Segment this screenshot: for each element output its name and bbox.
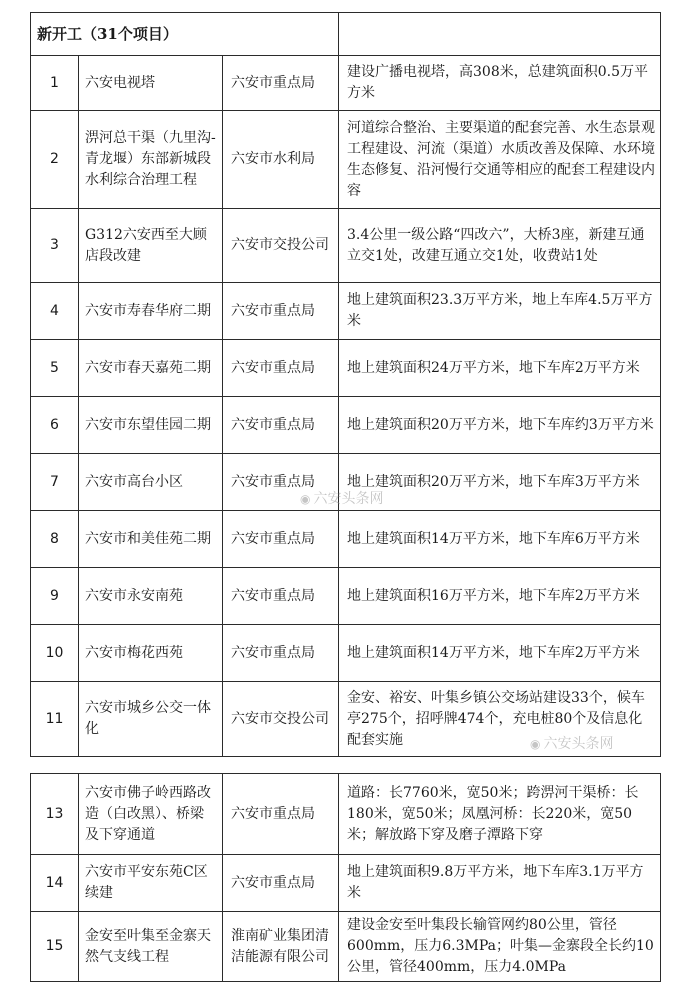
responsible-unit: 六安市重点局	[223, 283, 339, 340]
project-description: 地上建筑面积9.8万平方米，地下车库3.1万平方米	[339, 855, 661, 912]
project-description: 地上建筑面积20万平方米，地下车库约3万平方米	[339, 397, 661, 454]
project-name: 六安市东望佳园二期	[79, 397, 223, 454]
project-description: 3.4公里一级公路“四改六”，大桥3座，新建互通立交1处，改建互通立交1处，收费站1处	[339, 209, 661, 283]
responsible-unit: 六安市重点局	[223, 454, 339, 511]
table-row	[31, 340, 661, 397]
table-row	[31, 774, 661, 855]
responsible-unit: 六安市重点局	[223, 56, 339, 111]
project-name: 六安市城乡公交一体化	[79, 682, 223, 757]
table-row	[31, 283, 661, 340]
row-number: 2	[31, 111, 79, 209]
project-description: 金安、裕安、叶集乡镇公交场站建设33个，候车亭275个，招呼牌474个，充电桩80个及信息化配套实施	[339, 682, 661, 757]
project-name: 六安电视塔	[79, 56, 223, 111]
responsible-unit: 六安市重点局	[223, 625, 339, 682]
section-header-empty-cell	[339, 13, 661, 56]
project-description: 道路：长7760米，宽50米；跨淠河干渠桥：长180米，宽50米；凤凰河桥：长220米，宽50米；解放路下穿及磨子潭路下穿	[339, 774, 661, 855]
project-table-part-1	[30, 12, 661, 757]
project-description: 地上建筑面积20万平方米，地下车库3万平方米	[339, 454, 661, 511]
responsible-unit: 六安市重点局	[223, 855, 339, 912]
row-number: 7	[31, 454, 79, 511]
row-number: 5	[31, 340, 79, 397]
row-number: 1	[31, 56, 79, 111]
project-name: G312六安西至大顾店段改建	[79, 209, 223, 283]
row-number: 15	[31, 912, 79, 982]
row-number: 9	[31, 568, 79, 625]
table-row	[31, 111, 661, 209]
weibo-icon: ◉	[300, 492, 311, 506]
project-name: 六安市寿春华府二期	[79, 283, 223, 340]
watermark: ◉ 六安头条网	[530, 736, 614, 752]
project-name: 六安市春天嘉苑二期	[79, 340, 223, 397]
project-description: 地上建筑面积24万平方米，地下车库2万平方米	[339, 340, 661, 397]
table-row	[31, 855, 661, 912]
row-number: 11	[31, 682, 79, 757]
table-row	[31, 397, 661, 454]
responsible-unit: 六安市重点局	[223, 340, 339, 397]
table-row	[31, 625, 661, 682]
table-row	[31, 568, 661, 625]
responsible-unit: 六安市交投公司	[223, 209, 339, 283]
table-row	[31, 209, 661, 283]
table-row	[31, 511, 661, 568]
responsible-unit: 六安市重点局	[223, 511, 339, 568]
responsible-unit: 淮南矿业集团清洁能源有限公司	[223, 912, 339, 982]
project-description: 地上建筑面积16万平方米，地下车库2万平方米	[339, 568, 661, 625]
table-row	[31, 56, 661, 111]
section-header-row	[31, 13, 661, 56]
project-name: 六安市佛子岭西路改造（白改黑）、桥梁及下穿通道	[79, 774, 223, 855]
project-name: 六安市梅花西苑	[79, 625, 223, 682]
row-number: 13	[31, 774, 79, 855]
project-description: 地上建筑面积14万平方米，地下车库6万平方米	[339, 511, 661, 568]
watermark: ◉ 六安头条网	[300, 491, 384, 507]
project-name: 六安市和美佳苑二期	[79, 511, 223, 568]
project-name: 淠河总干渠（九里沟-青龙堰）东部新城段水利综合治理工程	[79, 111, 223, 209]
project-description: 地上建筑面积23.3万平方米，地上车库4.5万平方米	[339, 283, 661, 340]
row-number: 14	[31, 855, 79, 912]
responsible-unit: 六安市重点局	[223, 568, 339, 625]
page-break-gap	[30, 761, 660, 773]
row-number: 3	[31, 209, 79, 283]
project-description: 建设金安至叶集段长输管网约80公里，管径600mm，压力6.3MPa；叶集—金寨段全长约10公里，管径400mm，压力4.0MPa	[339, 912, 661, 982]
responsible-unit: 六安市水利局	[223, 111, 339, 209]
responsible-unit: 六安市重点局	[223, 397, 339, 454]
project-description: 地上建筑面积14万平方米，地下车库2万平方米	[339, 625, 661, 682]
row-number: 8	[31, 511, 79, 568]
responsible-unit: 六安市重点局	[223, 774, 339, 855]
row-number: 6	[31, 397, 79, 454]
project-name: 六安市平安东苑C区续建	[79, 855, 223, 912]
project-description: 河道综合整治、主要渠道的配套完善、水生态景观工程建设、河流（渠道）水质改善及保障、水环境生态修复、沿河慢行交通等相应的配套工程建设内容	[339, 111, 661, 209]
section-title: 新开工（31个项目）	[31, 13, 339, 56]
project-name: 六安市永安南苑	[79, 568, 223, 625]
row-number: 10	[31, 625, 79, 682]
row-number: 4	[31, 283, 79, 340]
project-table-part-2	[30, 773, 661, 982]
project-description: 建设广播电视塔，高308米，总建筑面积0.5万平方米	[339, 56, 661, 111]
project-name: 金安至叶集至金寨天然气支线工程	[79, 912, 223, 982]
project-name: 六安市高台小区	[79, 454, 223, 511]
responsible-unit: 六安市交投公司	[223, 682, 339, 757]
weibo-icon: ◉	[530, 737, 541, 751]
table-row	[31, 912, 661, 982]
